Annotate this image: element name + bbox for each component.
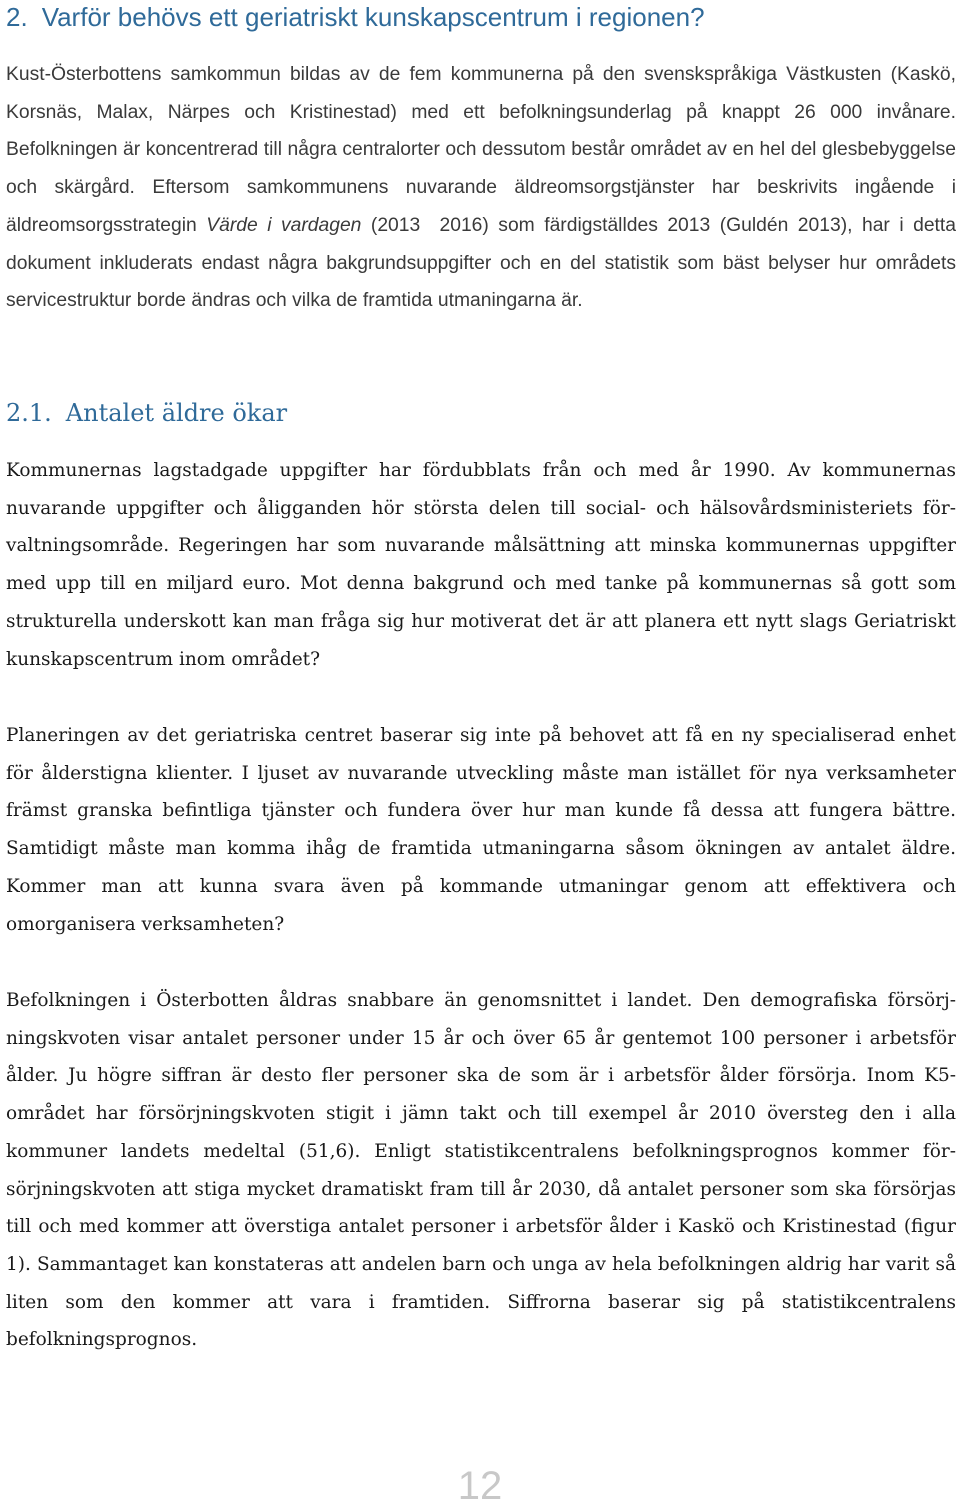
subsection-heading [6,399,287,427]
section-number: 2. [6,2,28,32]
subsection-number: 2.1. [6,399,52,427]
section-title: Varför behövs ett geriatriskt kunskapscentrum i regionen? [41,2,705,32]
intro-paragraph [6,56,956,320]
body-paragraph-demographics: Befolkningen i Österbotten åldras snabbare än genomsnittet i landet. Den demografiska försörjningskvoten visar antalet personer under 15 år och över 65 år gentemot 100 personer i arbetsför ålder. Ju högre siffran är desto fler personer ska de som är i arbetsför ålder försörja. Inom K5-området har försörjningskvoten stigit i jämn takt och till exempel år 2010 översteg den i alla kommuner landets medeltal (51,6). Enligt statistikcentralens befolkningsprognos kommer försörjningskvoten att stiga mycket dramatiskt fram till år 2030, då antalet personer som ska försörjas till och med kommer att överstiga antalet personer i arbetsför ålder i Kaskö och Kristinestad (figur 1). Sammantaget kan konstateras att andelen barn och unga av hela befolkningen aldrig har varit så liten som den kommer att vara i framtiden. Siffrorna baserar sig på statistikcentralens befolkningsprognos. [6,990,956,1351]
intro-text-start: Kust-Österbottens samkommun bildas av de fem kommunerna på den svenskspråkiga Västkusten (Kaskö, Korsnäs, Malax, Närpes och Kristinestad) med ett befolkningsunderlag på knappt 26 000 invånare. Befolkningen är koncentrerad till några centralorter och dessutom består området av en hel del glesbebyggelse och skärgård. Eftersom samkommunens nuvarande äldreomsorgstjänster har beskrivits ingående i äldreomsorgsstrategin [6,64,956,236]
strategy-title: Värde i vardagen [206,214,362,236]
body-paragraph-planning: Planeringen av det geriatriska centret baserar sig inte på behovet att få en ny specialiserad enhet för ålderstigna klienter. I ljuset av nuvarande utveckling måste man istället för nya verksamheter främst granska befintliga tjänster och fundera över hur man kunde få dessa att fungera bättre. Samtidigt måste man komma ihåg de framtida utmaningarna såsom ökningen av antalet äldre. Kommer man att kunna svara även på kommande utmaningar genom att effektivera och omorganisera verksamheten? [6,725,956,935]
intro-text-end: (2013 2016) som färdigställdes 2013 (Guldén 2013), har i detta dokument inkluderats endast några bakgrundsuppgifter och en del statistik som bäst belyser hur områdets servicestruktur borde ändras och vilka de framtida utmaningarna är. [6,214,956,312]
page-number: 12 [457,1464,503,1508]
section-heading [6,2,705,33]
body-paragraph-municipal-tasks: Kommunernas lagstadgade uppgifter har fördubblats från och med år 1990. Av kommunernas nuvarande uppgifter och åligganden hör största delen till social- och hälsovårdsministeriets förvaltningsområde. Regeringen har som nuvarande målsättning att minska kommunernas uppgifter med upp till en miljard euro. Mot denna bakgrund och med tanke på kommunernas så gott som strukturella underskott kan man fråga sig hur motiverat det är att planera ett nytt slags Geriatriskt kunskapscentrum inom området? [6,460,956,670]
subsection-title: Antalet äldre ökar [65,399,288,427]
